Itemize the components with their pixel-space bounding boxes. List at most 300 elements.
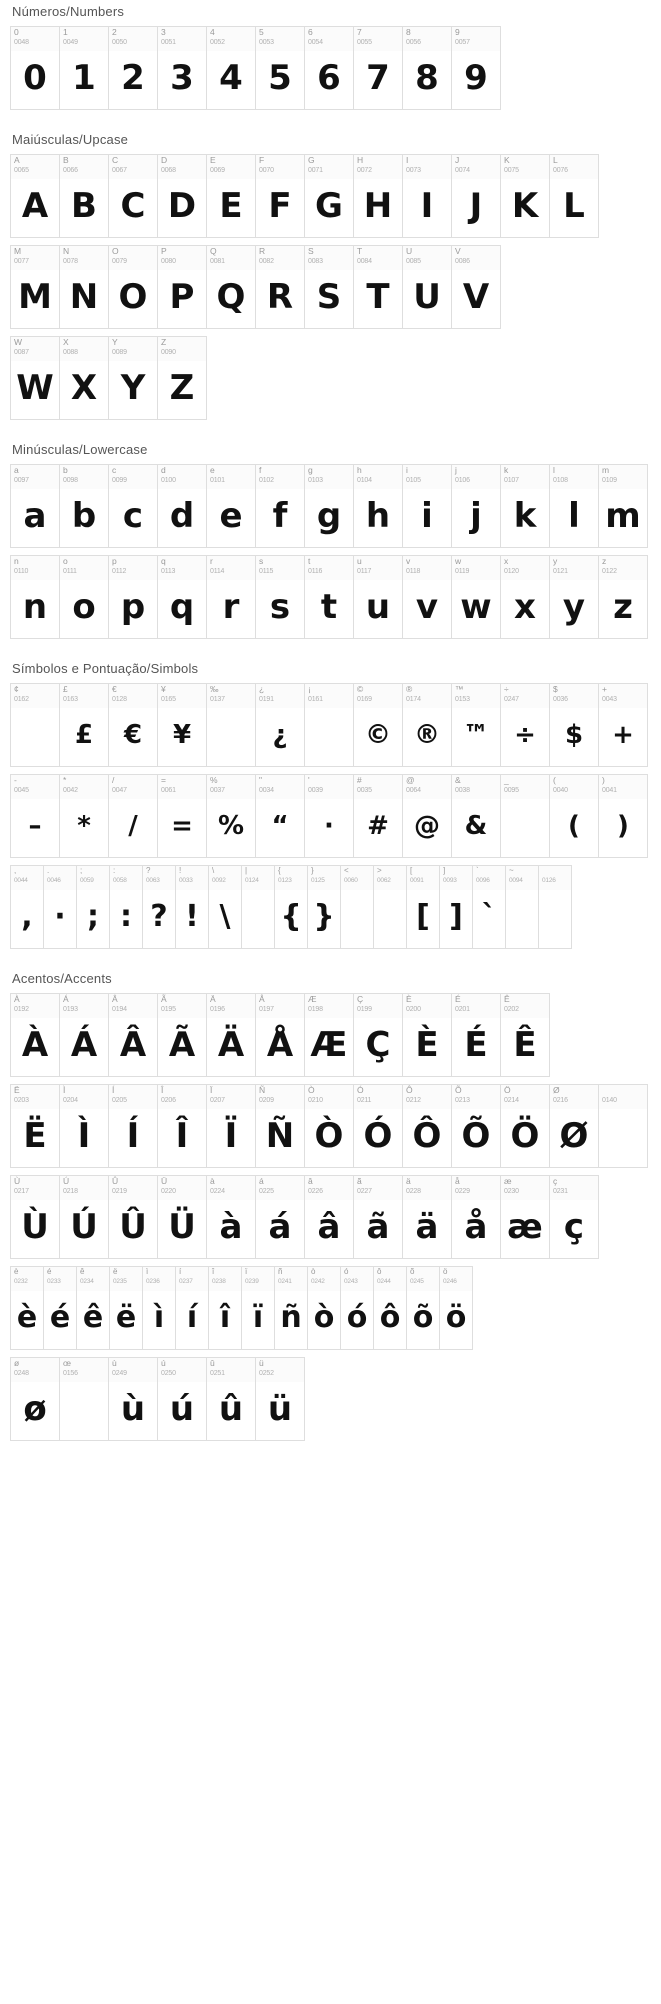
glyph-cell[interactable] — [11, 337, 60, 420]
glyph-sample: Í — [126, 1116, 140, 1156]
glyph-code-label: 0094 — [509, 877, 523, 884]
glyph-cell[interactable] — [473, 866, 506, 949]
glyph-code-label: 0048 — [14, 39, 29, 46]
glyph-cell[interactable] — [452, 994, 501, 1077]
glyph-char-label: n — [14, 556, 19, 566]
glyph-char-label: T — [357, 246, 363, 256]
glyph-cell[interactable] — [158, 1176, 207, 1259]
glyph-sample — [506, 890, 538, 948]
glyph-code-label: 0061 — [161, 787, 176, 794]
glyph-code-label: 0249 — [112, 1370, 127, 1377]
glyph-sample: { — [280, 899, 302, 934]
glyph-cell[interactable] — [11, 27, 60, 110]
glyph-cell[interactable] — [110, 866, 143, 949]
glyph-cell[interactable] — [60, 994, 109, 1077]
glyph-labels — [11, 27, 59, 51]
glyph-cell[interactable] — [256, 1176, 305, 1259]
glyph-cell[interactable] — [11, 1176, 60, 1259]
glyph-labels — [209, 1267, 241, 1291]
glyph-cell[interactable] — [60, 1176, 109, 1259]
glyph-cell[interactable] — [354, 1085, 403, 1168]
glyph-cell[interactable] — [44, 866, 77, 949]
glyph-cell[interactable] — [256, 1358, 305, 1441]
glyph-char-label: { — [278, 866, 281, 875]
glyph-cell[interactable] — [256, 775, 305, 858]
glyph-labels — [109, 27, 157, 51]
glyph-labels — [207, 1176, 255, 1200]
glyph-sample: ä — [415, 1207, 439, 1247]
glyph-cell[interactable] — [501, 155, 550, 238]
glyph-cell[interactable] — [305, 1176, 354, 1259]
glyph-cell[interactable] — [60, 337, 109, 420]
glyph-code-label: 0247 — [504, 696, 519, 703]
glyph-cell[interactable] — [256, 27, 305, 110]
glyph-row — [10, 464, 648, 548]
glyph-char-label — [602, 1086, 645, 1097]
glyph-cell[interactable] — [403, 556, 452, 639]
glyph-cell[interactable] — [11, 556, 60, 639]
glyph-cell[interactable] — [354, 1176, 403, 1259]
glyph-code-label: 0209 — [259, 1097, 274, 1104]
glyph-labels — [109, 1085, 157, 1109]
glyph-code-label: 0066 — [63, 167, 78, 174]
glyph-cell[interactable] — [354, 775, 403, 858]
glyph-cell[interactable] — [207, 775, 256, 858]
glyph-cell[interactable] — [158, 1085, 207, 1168]
glyph-code-label: 0058 — [113, 877, 127, 884]
glyph-code-label: 0069 — [210, 167, 225, 174]
glyph-code-label: 0074 — [455, 167, 470, 174]
glyph-labels — [207, 994, 255, 1018]
glyph-cell[interactable] — [77, 1267, 110, 1350]
glyph-cell[interactable] — [109, 1176, 158, 1259]
glyph-cell[interactable] — [354, 684, 403, 767]
glyph-char-label: = — [161, 775, 166, 785]
glyph-cell[interactable] — [60, 684, 109, 767]
glyph-sample: % — [217, 811, 245, 841]
glyph-labels — [256, 994, 304, 1018]
glyph-code-label: 0218 — [63, 1188, 78, 1195]
glyph-cell[interactable] — [550, 556, 599, 639]
glyph-sample: m — [605, 496, 641, 536]
glyph-sample: X — [70, 368, 98, 408]
glyph-sample: W — [16, 368, 54, 408]
glyph-cell[interactable] — [305, 465, 354, 548]
glyph-cell[interactable] — [242, 1267, 275, 1350]
glyph-code-label: 0211 — [357, 1097, 372, 1104]
glyph-labels — [11, 866, 43, 890]
glyph-cell[interactable] — [452, 684, 501, 767]
glyph-code-label: 0233 — [47, 1278, 61, 1285]
glyph-cell[interactable] — [11, 775, 60, 858]
glyph-sample: L — [563, 186, 585, 226]
glyph-labels — [110, 866, 142, 890]
glyph-sample: ë — [115, 1300, 137, 1335]
glyph-labels — [403, 556, 451, 580]
glyph-sample: ï — [252, 1300, 264, 1335]
glyph-labels — [501, 556, 549, 580]
glyph-labels — [60, 27, 108, 51]
glyph-cell[interactable] — [207, 27, 256, 110]
glyph-cell[interactable] — [44, 1267, 77, 1350]
glyph-cell[interactable] — [354, 27, 403, 110]
glyph-cell[interactable] — [207, 465, 256, 548]
glyph-labels — [599, 1085, 647, 1109]
glyph-labels — [440, 866, 472, 890]
glyph-cell[interactable] — [440, 866, 473, 949]
glyph-char-label: 0 — [14, 27, 19, 37]
glyph-labels — [354, 1176, 402, 1200]
glyph-sample: K — [511, 186, 539, 226]
glyph-code-label: 0102 — [259, 477, 274, 484]
glyph-row — [10, 683, 648, 767]
glyph-cell[interactable] — [452, 27, 501, 110]
glyph-cell[interactable] — [256, 684, 305, 767]
glyph-char-label: Ã — [161, 994, 167, 1004]
glyph-sample: È — [415, 1025, 439, 1065]
glyph-cell[interactable] — [11, 866, 44, 949]
glyph-cell[interactable] — [109, 246, 158, 329]
glyph-code-label: 0097 — [14, 477, 29, 484]
glyph-cell[interactable] — [501, 1176, 550, 1259]
glyph-cell[interactable] — [452, 556, 501, 639]
glyph-cell[interactable] — [60, 1085, 109, 1168]
glyph-cell[interactable] — [143, 866, 176, 949]
glyph-cell[interactable] — [506, 866, 539, 949]
glyph-cell[interactable] — [109, 684, 158, 767]
glyph-char-label: Õ — [455, 1085, 462, 1095]
glyph-cell[interactable] — [207, 1085, 256, 1168]
glyph-cell[interactable] — [305, 155, 354, 238]
glyph-cell[interactable] — [501, 775, 550, 858]
glyph-labels — [403, 684, 451, 708]
glyph-sample: Ù — [21, 1207, 49, 1247]
glyph-cell[interactable] — [550, 465, 599, 548]
glyph-cell[interactable] — [305, 27, 354, 110]
glyph-cell[interactable] — [440, 1267, 473, 1350]
glyph-cell[interactable] — [305, 556, 354, 639]
glyph-cell[interactable] — [11, 246, 60, 329]
glyph-labels — [109, 556, 157, 580]
glyph-cell[interactable] — [60, 1358, 109, 1441]
glyph-cell[interactable] — [403, 155, 452, 238]
glyph-cell[interactable] — [11, 994, 60, 1077]
glyph-labels — [550, 556, 598, 580]
glyph-cell[interactable] — [599, 1085, 648, 1168]
glyph-cell[interactable] — [109, 1358, 158, 1441]
glyph-cell[interactable] — [143, 1267, 176, 1350]
glyph-cell[interactable] — [403, 465, 452, 548]
glyph-cell[interactable] — [11, 1358, 60, 1441]
glyph-cell[interactable] — [403, 27, 452, 110]
glyph-labels — [11, 994, 59, 1018]
glyph-cell[interactable] — [60, 27, 109, 110]
glyph-cell[interactable] — [60, 556, 109, 639]
glyph-cell[interactable] — [275, 1267, 308, 1350]
glyph-code-label: 0087 — [14, 349, 29, 356]
glyph-cell[interactable] — [158, 337, 207, 420]
glyph-cell[interactable] — [501, 556, 550, 639]
glyph-cell[interactable] — [308, 866, 341, 949]
glyph-cell[interactable] — [158, 27, 207, 110]
glyph-sample: ) — [617, 811, 629, 841]
glyph-cell[interactable] — [501, 465, 550, 548]
glyph-cell[interactable] — [207, 1358, 256, 1441]
glyph-cell[interactable] — [305, 1085, 354, 1168]
glyph-char-label: $ — [553, 684, 558, 694]
glyph-cell[interactable] — [452, 1176, 501, 1259]
glyph-cell[interactable] — [550, 775, 599, 858]
glyph-cell[interactable] — [109, 155, 158, 238]
glyph-code-label: 0210 — [308, 1097, 323, 1104]
glyph-cell[interactable] — [207, 155, 256, 238]
glyph-cell[interactable] — [403, 246, 452, 329]
glyph-cell[interactable] — [403, 1176, 452, 1259]
glyph-cell[interactable] — [11, 465, 60, 548]
glyph-char-label: < — [344, 866, 349, 875]
glyph-char-label: â — [308, 1176, 313, 1186]
glyph-char-label: E — [210, 155, 216, 165]
glyph-cell[interactable] — [599, 684, 648, 767]
glyph-cell[interactable] — [403, 994, 452, 1077]
glyph-labels — [305, 684, 353, 708]
glyph-cell[interactable] — [305, 994, 354, 1077]
glyph-cell[interactable] — [550, 684, 599, 767]
glyph-cell[interactable] — [403, 684, 452, 767]
glyph-code-label: 0118 — [406, 568, 421, 575]
glyph-sample: q — [169, 587, 195, 627]
glyph-cell[interactable] — [550, 1176, 599, 1259]
glyph-char-label: B — [63, 155, 69, 165]
glyph-sample: c — [122, 496, 144, 536]
glyph-char-label: ¡ — [308, 684, 311, 694]
glyph-cell[interactable] — [207, 684, 256, 767]
glyph-cell[interactable] — [452, 1085, 501, 1168]
glyph-code-label: 0108 — [553, 477, 568, 484]
glyph-cell[interactable] — [158, 775, 207, 858]
glyph-cell[interactable] — [599, 465, 648, 548]
glyph-cell[interactable] — [341, 866, 374, 949]
glyph-labels — [44, 866, 76, 890]
glyph-cell[interactable] — [407, 866, 440, 949]
glyph-cell[interactable] — [354, 155, 403, 238]
glyph-cell[interactable] — [599, 775, 648, 858]
glyph-code-label: 0093 — [443, 877, 457, 884]
glyph-cell[interactable] — [305, 775, 354, 858]
glyph-labels — [158, 1358, 206, 1382]
glyph-sample: E — [219, 186, 243, 226]
glyph-sample: R — [266, 277, 294, 317]
glyph-code-label: 0107 — [504, 477, 519, 484]
glyph-grid — [10, 993, 651, 1441]
glyph-cell[interactable] — [158, 684, 207, 767]
glyph-char-label: + — [602, 684, 607, 694]
glyph-cell[interactable] — [354, 994, 403, 1077]
glyph-labels — [256, 1358, 304, 1382]
glyph-cell[interactable] — [599, 556, 648, 639]
glyph-cell[interactable] — [354, 465, 403, 548]
glyph-char-label: a — [14, 465, 19, 475]
glyph-cell[interactable] — [452, 246, 501, 329]
glyph-code-label: 0047 — [112, 787, 127, 794]
glyph-sample: 8 — [415, 58, 439, 98]
glyph-code-label: 0163 — [63, 696, 78, 703]
glyph-labels — [158, 994, 206, 1018]
glyph-labels — [60, 155, 108, 179]
glyph-cell[interactable] — [354, 556, 403, 639]
glyph-code-label: 0036 — [553, 696, 568, 703]
glyph-char-label: - — [14, 775, 17, 785]
glyph-cell[interactable] — [501, 684, 550, 767]
glyph-cell[interactable] — [256, 465, 305, 548]
glyph-cell[interactable] — [176, 1267, 209, 1350]
glyph-code-label: 0054 — [308, 39, 323, 46]
glyph-sample: à — [219, 1207, 243, 1247]
glyph-cell[interactable] — [354, 246, 403, 329]
glyph-cell[interactable] — [256, 246, 305, 329]
glyph-cell[interactable] — [176, 866, 209, 949]
glyph-char-label: Û — [112, 1176, 119, 1186]
glyph-cell[interactable] — [308, 1267, 341, 1350]
glyph-cell[interactable] — [11, 1085, 60, 1168]
glyph-cell[interactable] — [158, 246, 207, 329]
glyph-cell[interactable] — [374, 1267, 407, 1350]
glyph-sample: ™ — [463, 720, 489, 750]
glyph-cell[interactable] — [158, 465, 207, 548]
glyph-sample: ¥ — [172, 720, 192, 750]
glyph-cell[interactable] — [275, 866, 308, 949]
glyph-sample — [374, 890, 406, 948]
glyph-cell[interactable] — [452, 155, 501, 238]
glyph-cell[interactable] — [207, 246, 256, 329]
glyph-cell[interactable] — [60, 465, 109, 548]
glyph-sample: ô — [379, 1300, 401, 1335]
glyph-cell[interactable] — [110, 1267, 143, 1350]
glyph-code-label: 0038 — [455, 787, 470, 794]
glyph-cell[interactable] — [305, 684, 354, 767]
glyph-cell[interactable] — [60, 775, 109, 858]
glyph-labels — [256, 155, 304, 179]
glyph-cell[interactable] — [305, 246, 354, 329]
glyph-sample: õ — [412, 1300, 434, 1335]
glyph-cell[interactable] — [77, 866, 110, 949]
glyph-cell[interactable] — [550, 1085, 599, 1168]
glyph-cell[interactable] — [209, 866, 242, 949]
glyph-code-label: 0057 — [455, 39, 470, 46]
glyph-sample: z — [613, 587, 633, 627]
glyph-cell[interactable] — [403, 1085, 452, 1168]
glyph-sample: 2 — [121, 58, 145, 98]
glyph-cell[interactable] — [501, 1085, 550, 1168]
glyph-cell[interactable] — [341, 1267, 374, 1350]
glyph-cell[interactable] — [539, 866, 572, 949]
glyph-cell[interactable] — [109, 556, 158, 639]
glyph-labels — [60, 1358, 108, 1382]
glyph-row — [10, 774, 648, 858]
glyph-labels — [354, 556, 402, 580]
glyph-cell[interactable] — [501, 994, 550, 1077]
glyph-char-label: G — [308, 155, 315, 165]
glyph-char-label: ì — [146, 1267, 149, 1276]
glyph-code-label: 0207 — [210, 1097, 225, 1104]
glyph-sample: @ — [414, 811, 440, 841]
glyph-cell[interactable] — [158, 155, 207, 238]
glyph-cell[interactable] — [256, 556, 305, 639]
glyph-code-label: 0231 — [553, 1188, 568, 1195]
glyph-cell[interactable] — [60, 246, 109, 329]
sections-host — [10, 0, 651, 1441]
glyph-labels — [158, 337, 206, 361]
glyph-code-label: 0083 — [308, 258, 323, 265]
glyph-row — [10, 336, 207, 420]
glyph-cell[interactable] — [242, 866, 275, 949]
glyph-cell[interactable] — [207, 556, 256, 639]
glyph-cell[interactable] — [452, 775, 501, 858]
glyph-cell[interactable] — [209, 1267, 242, 1350]
glyph-cell[interactable] — [109, 775, 158, 858]
glyph-cell[interactable] — [256, 1085, 305, 1168]
glyph-cell[interactable] — [403, 775, 452, 858]
glyph-code-label: 0106 — [455, 477, 470, 484]
glyph-cell[interactable] — [109, 27, 158, 110]
glyph-cell[interactable] — [550, 155, 599, 238]
glyph-labels — [11, 1085, 59, 1109]
glyph-sample: ç — [563, 1207, 585, 1247]
glyph-labels — [305, 246, 353, 270]
glyph-char-label: ! — [179, 866, 182, 875]
glyph-cell[interactable] — [11, 155, 60, 238]
glyph-code-label: 0220 — [161, 1188, 176, 1195]
glyph-code-label: 0235 — [113, 1278, 127, 1285]
glyph-cell[interactable] — [109, 994, 158, 1077]
glyph-cell[interactable] — [256, 994, 305, 1077]
glyph-cell[interactable] — [109, 1085, 158, 1168]
glyph-labels — [207, 1358, 255, 1382]
glyph-cell[interactable] — [11, 684, 60, 767]
glyph-cell[interactable] — [207, 994, 256, 1077]
glyph-cell[interactable] — [158, 994, 207, 1077]
glyph-code-label: 0126 — [542, 877, 556, 884]
glyph-code-label: 0252 — [259, 1370, 274, 1377]
glyph-cell[interactable] — [374, 866, 407, 949]
glyph-char-label: œ — [63, 1358, 72, 1368]
glyph-cell[interactable] — [158, 556, 207, 639]
glyph-code-label: 0123 — [278, 877, 292, 884]
glyph-cell[interactable] — [158, 1358, 207, 1441]
glyph-cell[interactable] — [207, 1176, 256, 1259]
glyph-cell[interactable] — [256, 155, 305, 238]
glyph-labels — [452, 994, 500, 1018]
glyph-cell[interactable] — [407, 1267, 440, 1350]
glyph-code-label: 0119 — [455, 568, 470, 575]
glyph-char-label: ] — [443, 866, 446, 875]
glyph-cell[interactable] — [109, 337, 158, 420]
glyph-sample: C — [120, 186, 146, 226]
glyph-cell[interactable] — [11, 1267, 44, 1350]
glyph-sample: Z — [169, 368, 195, 408]
glyph-sample: Ó — [363, 1116, 393, 1156]
glyph-char-label: Z — [161, 337, 167, 347]
glyph-cell[interactable] — [109, 465, 158, 548]
glyph-sample: V — [462, 277, 490, 317]
glyph-labels — [143, 1267, 175, 1291]
glyph-labels — [158, 1085, 206, 1109]
section-symbols — [10, 657, 651, 949]
glyph-cell[interactable] — [60, 155, 109, 238]
glyph-char-label: \ — [212, 866, 215, 875]
glyph-cell[interactable] — [452, 465, 501, 548]
glyph-char-label: Ï — [210, 1085, 213, 1095]
